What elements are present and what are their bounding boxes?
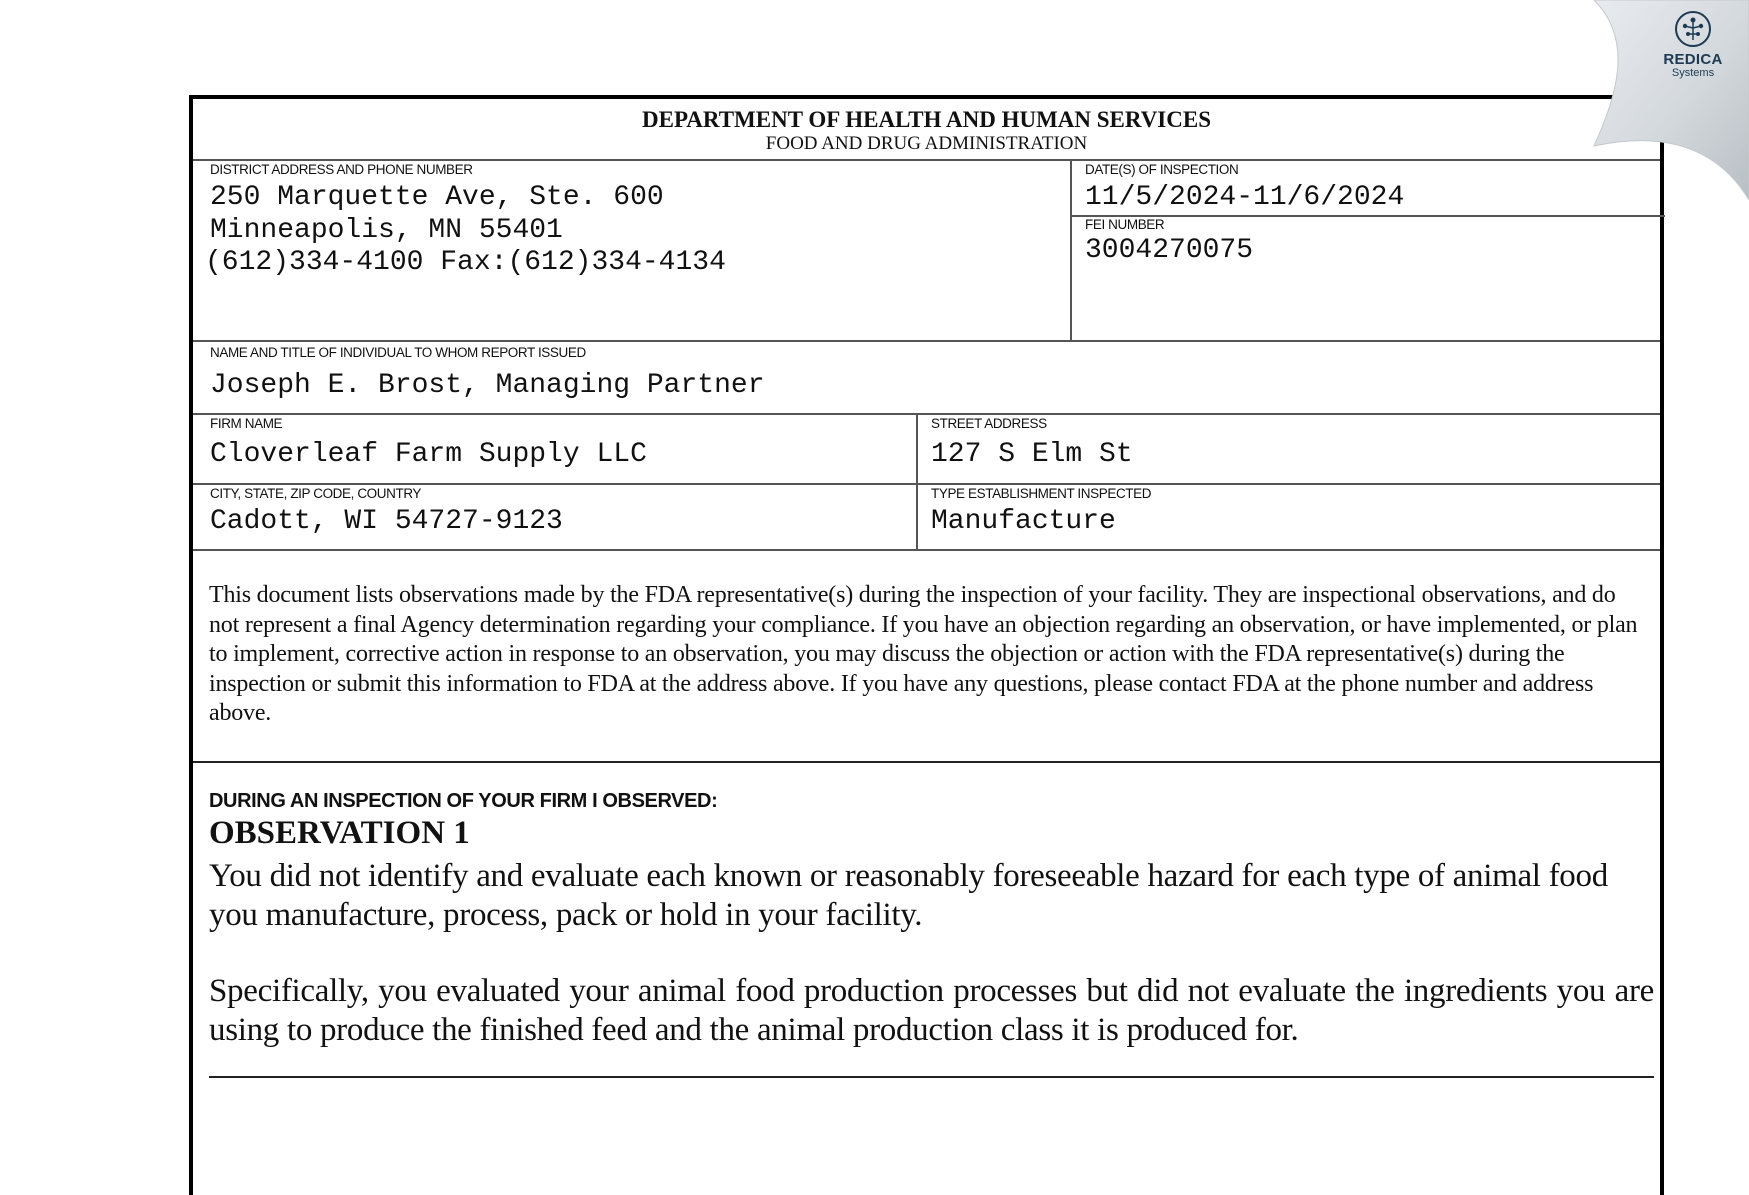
district-address-line1: 250 Marquette Ave, Ste. 600 (210, 182, 664, 213)
divider (916, 413, 918, 549)
street-label: STREET ADDRESS (931, 416, 1047, 431)
observation-specifics: Specifically, you evaluated your animal food production processes but did not evaluate the ingredients you are using to produce the finished feed and the animal production class it is produced for. (209, 973, 1654, 1048)
observation-title: OBSERVATION 1 (209, 815, 470, 851)
network-tree-icon (1674, 10, 1712, 48)
notice-paragraph: This document lists observations made by the FDA representative(s) during the inspection of your facility. They are inspectional observations, and do not represent a final Agency determination regarding your compliance. If you have an objection regarding an observation, or have implemented, or plan to implement, corrective action in response to an observation, you may discuss the objection or action with the FDA representative(s) during the inspection or submit this information to FDA at the address above. If you have any questions, please contact FDA at the phone number and address above. (209, 582, 1638, 726)
district-label: DISTRICT ADDRESS AND PHONE NUMBER (210, 162, 473, 177)
fei-label: FEI NUMBER (1085, 217, 1165, 232)
logo-sub: Systems (1671, 67, 1715, 79)
divider (193, 340, 1660, 342)
firm-label: FIRM NAME (210, 416, 283, 431)
individual-label: NAME AND TITLE OF INDIVIDUAL TO WHOM REPORT ISSUED (210, 345, 586, 360)
establishment-value: Manufacture (931, 506, 1116, 537)
individual-value: Joseph E. Brost, Managing Partner (210, 370, 765, 401)
inspection-dates-label: DATE(S) OF INSPECTION (1085, 162, 1239, 177)
agency-title: DEPARTMENT OF HEALTH AND HUMAN SERVICES (642, 107, 1211, 132)
form-header (193, 99, 1660, 161)
divider (193, 549, 1660, 551)
firm-value: Cloverleaf Farm Supply LLC (210, 439, 647, 470)
district-phone: (612)334-4100 Fax:(612)334-4134 (205, 247, 726, 278)
divider (193, 761, 1660, 763)
divider (1070, 159, 1072, 340)
inspection-dates-value: 11/5/2024-11/6/2024 (1085, 182, 1405, 213)
logo-brand: REDICA (1663, 51, 1723, 68)
district-address-line2: Minneapolis, MN 55401 (210, 215, 563, 246)
city-label: CITY, STATE, ZIP CODE, COUNTRY (210, 486, 422, 501)
divider (193, 483, 1660, 485)
divider (193, 413, 1660, 415)
city-value: Cadott, WI 54727-9123 (210, 506, 563, 537)
observation-text: You did not identify and evaluate each known or reasonably foreseeable hazard for each type of animal food you manufacture, process, pack or hold in your facility. (209, 858, 1608, 933)
establishment-label: TYPE ESTABLISHMENT INSPECTED (931, 486, 1152, 501)
redica-logo (1647, 10, 1739, 79)
fda-483-form (189, 95, 1664, 1195)
fei-value: 3004270075 (1085, 235, 1254, 266)
street-value: 127 S Elm St (931, 439, 1133, 470)
subagency-title: FOOD AND DRUG ADMINISTRATION (765, 133, 1088, 154)
observations-heading: DURING AN INSPECTION OF YOUR FIRM I OBSERVED: (209, 790, 718, 812)
divider (209, 1076, 1654, 1078)
